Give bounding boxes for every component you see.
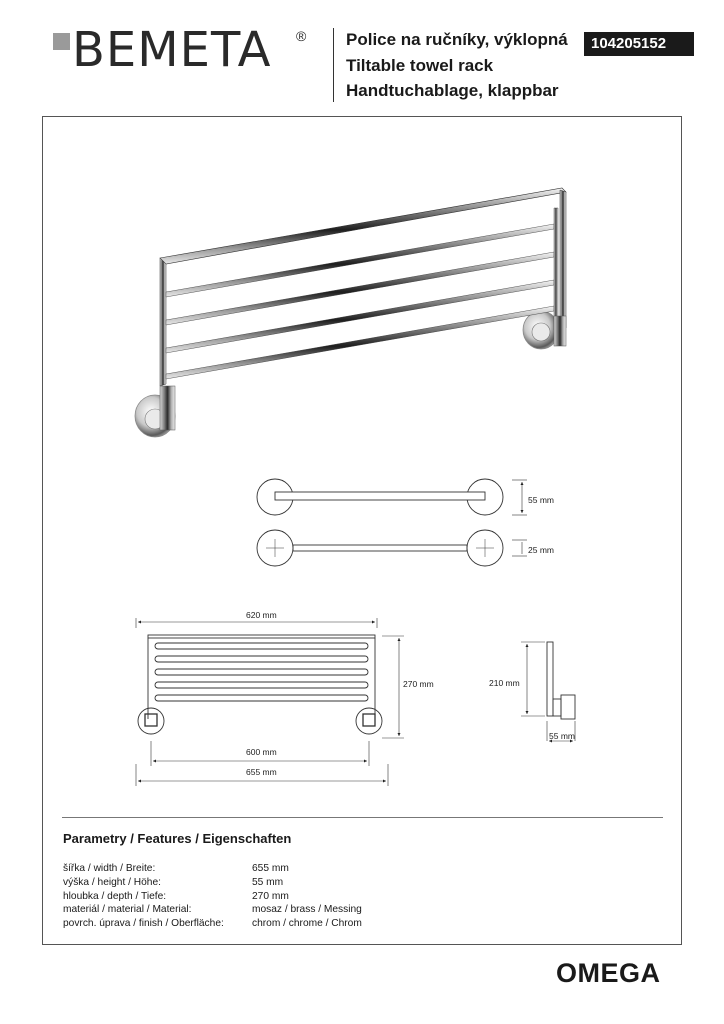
dim-front-width: 620 mm xyxy=(246,610,277,620)
side-view-drawing xyxy=(521,642,575,741)
front-view-bar xyxy=(155,656,368,662)
side-view-rack xyxy=(547,642,553,716)
title-english: Tiltable towel rack xyxy=(346,55,494,75)
feature-value: 270 mm xyxy=(252,890,289,902)
header xyxy=(0,0,724,110)
top-view-drawing xyxy=(257,479,527,566)
front-view-top-rail xyxy=(148,635,375,638)
dim-base-depth: 25 mm xyxy=(528,545,554,555)
header-divider xyxy=(333,28,334,102)
front-view-mount-right xyxy=(356,708,382,734)
front-view-bar xyxy=(155,682,368,688)
title-german: Handtuchablage, klappbar xyxy=(346,81,559,100)
dim-top-view-depth: 55 mm xyxy=(528,495,554,505)
series-name: OMEGA xyxy=(556,958,661,988)
product-titles xyxy=(346,27,568,104)
dim-inner-width: 600 mm xyxy=(246,747,277,757)
dim-front-height: 270 mm xyxy=(403,679,434,689)
features-separator xyxy=(62,817,663,818)
front-view-bar xyxy=(155,695,368,701)
feature-label: hloubka / depth / Tiefe: xyxy=(63,890,167,902)
feature-row-depth xyxy=(63,890,362,904)
base-view-bar xyxy=(293,545,467,551)
right-bracket xyxy=(554,316,566,346)
feature-row-height xyxy=(63,876,362,890)
dim-side-height: 210 mm xyxy=(489,678,520,688)
feature-value: chrom / chrome / Chrom xyxy=(252,918,362,930)
feature-label: výška / height / Höhe: xyxy=(63,876,161,888)
front-view-mount-left xyxy=(138,708,164,734)
feature-label: šířka / width / Breite: xyxy=(63,863,156,874)
logo-square xyxy=(53,33,70,50)
dim-total-width: 655 mm xyxy=(246,767,277,777)
left-bracket xyxy=(160,386,175,430)
technical-drawing xyxy=(42,116,682,816)
top-view-rack xyxy=(275,492,485,500)
right-frame-post xyxy=(560,190,566,330)
front-view-drawing xyxy=(136,618,404,786)
features-table xyxy=(63,862,362,931)
front-view-bar xyxy=(155,669,368,675)
registered-mark: ® xyxy=(296,28,307,44)
product-photo xyxy=(135,188,566,437)
title-czech: Police na ručníky, výklopná xyxy=(346,30,568,49)
side-view-bracket xyxy=(553,699,561,716)
features-title: Parametry / Features / Eigenschaften xyxy=(63,831,292,846)
feature-label: materiál / material / Material: xyxy=(63,904,192,916)
feature-row-finish xyxy=(63,917,362,931)
left-frame-post xyxy=(160,258,166,386)
brand-logo: BEMETA xyxy=(72,22,272,78)
top-rail xyxy=(160,188,566,264)
dim-side-depth: 55 mm xyxy=(549,731,575,741)
feature-value: 655 mm xyxy=(252,863,289,874)
feature-value: mosaz / brass / Messing xyxy=(252,904,362,916)
feature-row-material xyxy=(63,903,362,917)
front-view-bar xyxy=(155,643,368,649)
side-view-mount xyxy=(561,695,575,719)
feature-row-width xyxy=(63,862,362,876)
feature-value: 55 mm xyxy=(252,876,284,888)
product-code-badge: 104205152 xyxy=(584,32,694,56)
feature-label: povrch. úprava / finish / Oberfläche: xyxy=(63,918,224,930)
